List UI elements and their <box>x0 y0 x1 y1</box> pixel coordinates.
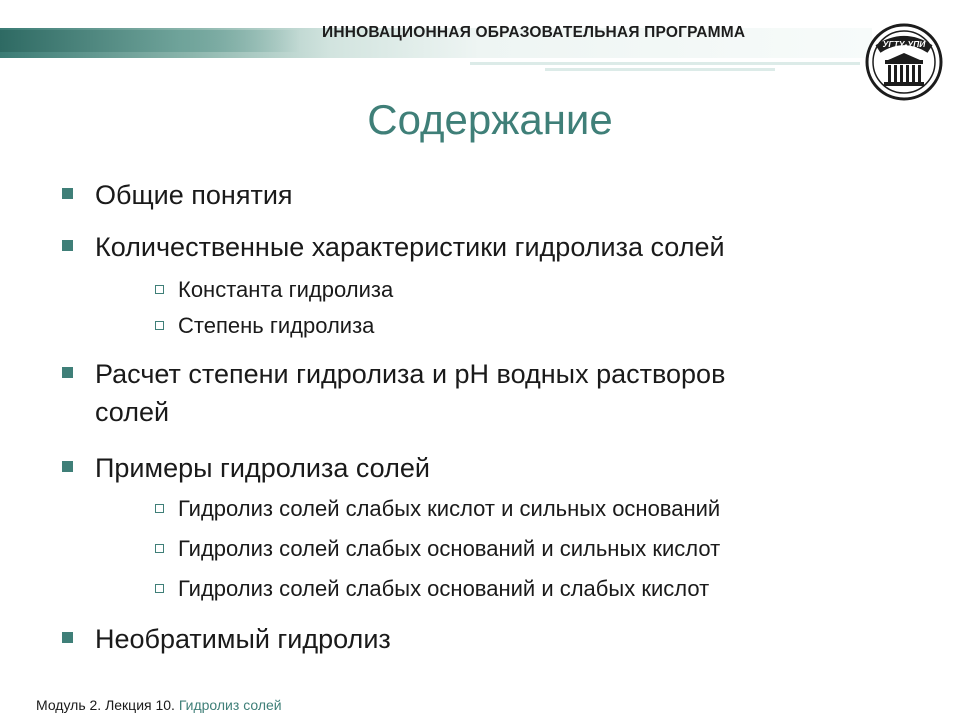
content-subitem <box>155 534 875 564</box>
university-building-logo-icon <box>864 22 944 102</box>
content-item-text-line2: солей <box>95 397 170 427</box>
content-item-text: Примеры гидролиза солей <box>95 453 430 483</box>
square-bullet-icon <box>62 240 73 251</box>
hollow-square-bullet-icon <box>155 285 164 294</box>
square-bullet-icon <box>62 632 73 643</box>
content-subitem-text: Гидролиз солей слабых оснований и сильных кислот <box>178 536 721 561</box>
content-item <box>62 176 862 214</box>
content-subitem <box>155 275 875 305</box>
content-subitem-text: Гидролиз солей слабых оснований и слабых кислот <box>178 576 710 601</box>
content-item-text: Необратимый гидролиз <box>95 624 391 654</box>
hollow-square-bullet-icon <box>155 504 164 513</box>
content-item <box>62 228 862 266</box>
footer-module-lecture: Модуль 2. Лекция 10. <box>36 697 175 713</box>
hollow-square-bullet-icon <box>155 321 164 330</box>
decorative-stripe <box>545 68 775 71</box>
hollow-square-bullet-icon <box>155 584 164 593</box>
content-subitem-text: Константа гидролиза <box>178 277 394 302</box>
content-item-text-line1: Расчет степени гидролиза и рН водных растворов <box>95 359 726 389</box>
content-item <box>62 355 862 431</box>
slide-title: Содержание <box>367 96 613 143</box>
slide-footer <box>36 697 282 713</box>
header-band-dark <box>0 30 300 52</box>
content-subitem-text: Степень гидролиза <box>178 313 375 338</box>
content-subitem-text: Гидролиз солей слабых кислот и сильных оснований <box>178 496 721 521</box>
content-item-text: Общие понятия <box>95 180 293 210</box>
content-subitem <box>155 311 875 341</box>
content-item <box>62 449 862 487</box>
hollow-square-bullet-icon <box>155 544 164 553</box>
square-bullet-icon <box>62 461 73 472</box>
content-item <box>62 620 862 658</box>
decorative-stripe <box>640 62 860 65</box>
program-title: ИННОВАЦИОННАЯ ОБРАЗОВАТЕЛЬНАЯ ПРОГРАММА <box>322 24 746 41</box>
footer-topic: Гидролиз солей <box>178 697 282 713</box>
content-item-text: Количественные характеристики гидролиза солей <box>95 232 725 262</box>
logo-text: УГТУ-УПИ <box>882 39 926 49</box>
university-logo <box>864 22 944 102</box>
content-subitem <box>155 494 875 524</box>
content-subitem <box>155 574 875 604</box>
square-bullet-icon <box>62 367 73 378</box>
square-bullet-icon <box>62 188 73 199</box>
